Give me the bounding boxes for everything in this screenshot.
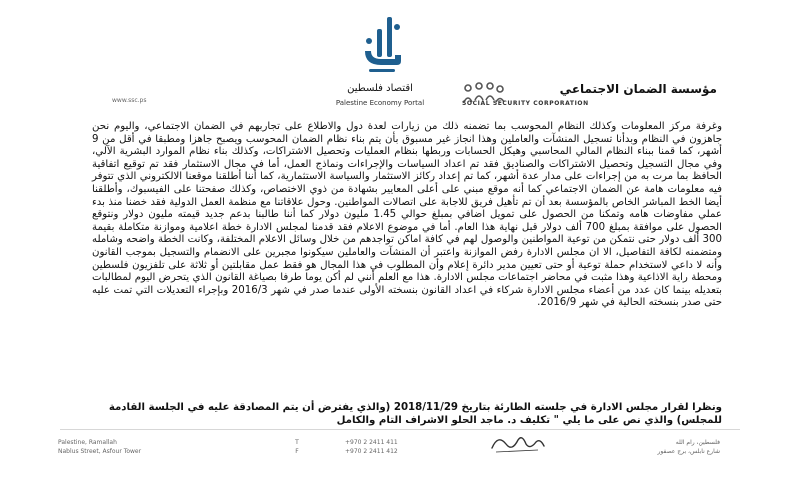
footer-address-arabic (600, 438, 720, 456)
letter-body (92, 121, 722, 310)
portal-name-arabic: اقتصاد فلسطين (347, 83, 413, 94)
handwritten-signature-icon (488, 430, 548, 456)
org-name-arabic: مؤسسة الضمان الاجتماعي (559, 82, 717, 96)
fax-number: +970 2 2411 412 (345, 448, 398, 455)
body-paragraph: وغرفة مركز المعلومات وكذلك النظام المحوسب بما تضمنه ذلك من زيارات لعدة دول والاطلاع على تجاربهم في الضمان الاجتماعي، واليوم نحن جاهزون في النظام وبدأنا تسجيل المنشآت والعاملين وهذا انجاز غير مسبوق بأن يتم بناء نظام الضمان المحوسب ويصبح جاهزا ومطبقا في أقل من 9 أشهر، كما قمنا ببناء النظام المالي المحاسبي وهيكل الحسابات وربطها بنظام العمليات وتحصيل الاشتراكات، وكذلك بناء نظام الموارد البشرية الآلي، وفي مجال التسجيل وتحصيل الاشتراكات والصناديق فقد تم اعداد السياسات والإجراءات ونماذج العمل، أما في مجال الاستثمار فقد تم توقيع اتفاقية الحافظ بما مرت به من إجراءات على مدار عدة أشهر، كما تم إعداد ركائز الاستثمار والسياسة الاستثمارية، كما أننا أطلقنا موقعنا الالكتروني الذي تتوفر فيه معلومات هامة عن الضمان الاجتماعي كما أنه موقع مبني على أعلى المعايير بشهادة من ذوي الاختصاص، وكذلك صفحتنا على الفيسبوك، وأطلقنا أيضا الخط المباشر الخاص بالمؤسسة بعد أن تم تأهيل فريق للاجابة على اتصالات المواطنين. وحول علاقاتنا مع منظمة العمل الدولية فقد خضنا منذ بدء عملي مفاوضات هامه وتمكنا من الحصول على تمويل اضافي بمبلغ حوالي 1.45 مليون دولار كما أننا طالبنا بدعم جديد قيمته مليون دولار ونتوقع الحصول على موافقة بمبلغ 700 ألف دولار قبل نهاية هذا العام. أما في موضوع الاعلام فقد قدمنا لمجلس الادارة خطة اعلامية وموازنة متكاملة بقيمة 300 ألف دولار حتى نتمكن من توعية المواطنين والوصول لهم في كافة اماكن تواجدهم من خلال وسائل الاعلام المختلفة، وكانت الخطة واضحه وشامله ومتضمنه لكافة التفاصيل، الا ان مجلس الادارة رفض الموازنة واعتبر أن المنشآت والعاملين سيكونوا مجبرين على الانضمام والتسجيل بموجب القانون وأنه لا داعي لاستخدام حملة توعية أو حتى تعيين مدير دائرة إعلام وأن المطلوب في هذا المجال هو فقط عمل مقابلتين أو ثلاثة على تلفزيون فلسطين ومحطة راية الاذاعية وهذا مثبت في محاضر اجتماعات مجلس الادارة. هذا مع العلم أنني لم أكن يوما طرفا بصياغة القانون الذي يتحرض اليوم لمطالبات بتعديله بينما كان عدد من أعضاء مجلس الادارة شركاء في اعداد القانون بنسخته الأولى عندما صدر في شهر 2016/3 وبإجراء التعديلات التي تمت عليه حتى صدر بنسخته الحالية في شهر 2016/9. (92, 121, 722, 309)
org-logo (462, 80, 722, 120)
tel-number: +970 2 2411 411 (345, 439, 398, 446)
footer-contact-labels (292, 438, 302, 456)
footer-phone-numbers (345, 438, 398, 456)
fax-label: F (295, 448, 299, 455)
footer-address-english (58, 438, 141, 456)
footer-divider (60, 429, 740, 430)
portal-name-english: Palestine Economy Portal (335, 99, 425, 107)
org-name-english: SOCIAL SECURITY CORPORATION (462, 100, 589, 107)
tel-label: T (295, 439, 299, 446)
address-line: Palestine, Ramallah (58, 439, 117, 446)
address-line-ar: شارع نابلس، برج عصفور (657, 448, 720, 455)
calligraphy-logo-icon (357, 15, 407, 77)
closing-line: ونظرا لقرار مجلس الادارة في جلسته الطارئة بتاريخ 2018/11/29 (والذي يفترض أن يتم المصادقة عليه في الجلسة القادمة للمجلس) والذي نص على ما يلي " تكليف د. ماجد الحلو الاشراف التام والكامل (108, 402, 722, 426)
site-url: www.ssc.ps (112, 97, 147, 104)
letter-closing (92, 401, 722, 427)
portal-logo (325, 15, 435, 115)
address-line: Nablus Street, Asfour Tower (58, 448, 142, 455)
address-line-ar: فلسطين، رام الله (675, 439, 720, 446)
